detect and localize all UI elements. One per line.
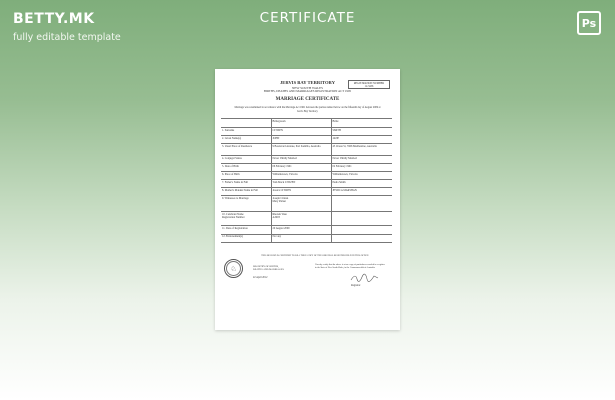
table-row — [221, 136, 392, 144]
act-name: BIRTHS, DEATHS AND MARRIAGES REGISTRATION ACT 1995 — [263, 88, 352, 93]
state-name: NEW SOUTH WALES — [291, 85, 323, 90]
groom-value: Jessica CITIZEN — [271, 188, 331, 196]
intro-paragraph: Marriage was solemnised in accordance with the Marriage Act 1961 between the parties named below on the fifteenth day of August 2009 at Jervis Bay Territory — [234, 106, 381, 113]
row-label: 6. Place of Birth — [221, 172, 271, 180]
bride-value — [331, 212, 392, 226]
bride-value: 02 February 1991 — [331, 164, 392, 172]
registration-number: 12-3456 — [364, 85, 374, 89]
table-row — [221, 128, 392, 136]
row-label: 10. Celebrant Name Registration Number — [221, 212, 271, 226]
bride-value: JESSICA MARSHAN — [331, 188, 392, 196]
certification-statement: I hereby certify that the above is a true copy of particulars recorded in a register in the State of New South Wales, in the Commonwealth of Australia. — [315, 264, 385, 269]
row-label: 1. Surname — [221, 128, 271, 136]
bride-value: 45 Ocean St, 3566 Mudbestine, Australia — [331, 144, 392, 156]
groom-value: CITIZEN — [271, 128, 331, 136]
row-label: 9. Witnesses to Marriage — [221, 196, 271, 212]
certificate-title: MARRIAGE CERTIFICATE — [275, 97, 340, 102]
row-label: 11. Date of Registration — [221, 226, 271, 235]
row-label: 4. Conjugal Status — [221, 156, 271, 164]
groom-value: JOHN — [271, 136, 331, 144]
registration-label: REGISTRATION NUMBER — [353, 81, 385, 85]
table-row — [221, 156, 392, 164]
bride-value: SMITH — [331, 128, 392, 136]
groom-value: Not any — [271, 234, 331, 243]
row-label: 8. Mother's Maiden Name in Full — [221, 188, 271, 196]
certificate-document — [215, 69, 400, 330]
groom-value: 9 Boulevard Avenue, Port Kembla, Australia — [271, 144, 331, 156]
bride-value — [331, 226, 392, 235]
groom-value: Rhonda Vane A2903 — [271, 212, 331, 226]
groom-value: Williamstown, Victoria — [271, 172, 331, 180]
row-label: 2. Given Name(s) — [221, 136, 271, 144]
registrar-label: Registrar — [351, 284, 361, 287]
groom-value: Never Validly Married — [271, 156, 331, 164]
table-row — [221, 172, 392, 180]
column-header: Bride — [331, 119, 392, 128]
bride-value — [331, 196, 392, 212]
groom-value: Joseph Citizen Mary Parker — [271, 196, 331, 212]
registry-name: REGISTRY OF BIRTHS, DEATHS AND MARRIAGES — [253, 265, 284, 272]
coat-of-arms-seal-icon — [224, 259, 243, 278]
table-header-row — [221, 119, 392, 128]
table-row — [221, 188, 392, 196]
column-header — [221, 119, 271, 128]
table-row — [221, 144, 392, 156]
tagline: fully editable template — [13, 32, 121, 43]
row-label: 12. Endorsement(s) — [221, 234, 271, 243]
bride-value: Williamstown, Victoria — [331, 172, 392, 180]
row-label: 5. Date of Birth — [221, 164, 271, 172]
bride-value: Paula Smith — [331, 180, 392, 188]
banner-title: CERTIFICATE — [259, 10, 356, 26]
certification-note: THIS RECORD IS CERTIFIED TO BE A TRUE COPY OF THE ORIGINAL REGISTER HELD IN THIS OFFICE — [261, 255, 369, 257]
table-row — [221, 212, 392, 226]
groom-value: 06 February 1991 — [271, 164, 331, 172]
groom-value: Tom Mack CITIZEN — [271, 180, 331, 188]
marriage-details-table — [221, 118, 392, 243]
issue-date: 22 April 2012 — [253, 276, 268, 279]
column-header: Bridegroom — [271, 119, 331, 128]
groom-value: 20 August 2009 — [271, 226, 331, 235]
photoshop-badge-icon: Ps — [577, 11, 601, 35]
table-row — [221, 180, 392, 188]
row-label: 7. Father's Name in Full — [221, 180, 271, 188]
table-row — [221, 164, 392, 172]
table-row — [221, 234, 392, 243]
registrar-signature-icon — [350, 273, 380, 283]
bride-value — [331, 234, 392, 243]
brand-logo: BETTY.MK — [13, 11, 95, 27]
registration-box — [348, 80, 390, 89]
table-row — [221, 196, 392, 212]
crest-icon: ♘ — [226, 261, 241, 276]
bride-value: JANE — [331, 136, 392, 144]
territory-name: JERVIS BAY TERRITORY — [279, 80, 336, 85]
bride-value: Never Validly Married — [331, 156, 392, 164]
row-label: 3. Usual Place of Residence — [221, 144, 271, 156]
table-row — [221, 226, 392, 235]
